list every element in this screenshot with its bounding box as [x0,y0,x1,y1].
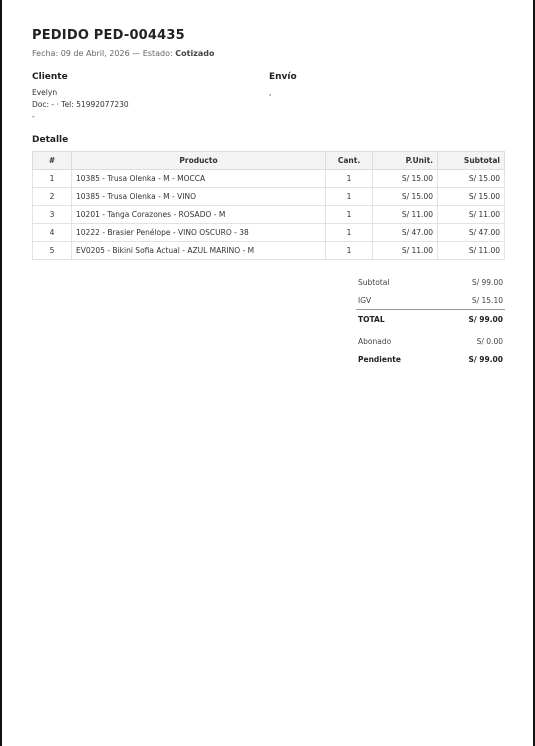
meta-separator: — [132,49,141,58]
row-product: 10222 - Brasier Penélope - VINO OSCURO - 38 [72,224,326,242]
totals-total-row [356,310,505,328]
row-number: 3 [33,206,72,224]
client-name: Evelyn [32,88,58,97]
row-unit-price: S/ 15.00 [373,170,438,188]
order-title: PEDIDO PED-004435 [32,28,185,43]
status-label: Estado: [142,49,173,58]
row-unit-price: S/ 15.00 [373,188,438,206]
row-unit-price: S/ 47.00 [373,224,438,242]
client-heading: Cliente [32,72,68,82]
pending-label: Pendiente [358,354,401,364]
row-product: 10385 - Trusa Olenka - M - VINO [72,188,326,206]
row-number: 4 [33,224,72,242]
row-quantity: 1 [326,188,373,206]
col-product: Producto [72,152,326,170]
table-header-row [33,152,505,170]
row-product: 10385 - Trusa Olenka - M - MOCCA [72,170,326,188]
row-number: 2 [33,188,72,206]
subtotal-label: Subtotal [358,277,390,287]
row-subtotal: S/ 47.00 [438,224,505,242]
table-row [33,224,505,242]
row-number: 1 [33,170,72,188]
row-subtotal: S/ 15.00 [438,188,505,206]
row-subtotal: S/ 11.00 [438,206,505,224]
row-subtotal: S/ 11.00 [438,242,505,260]
table-row [33,188,505,206]
row-quantity: 1 [326,224,373,242]
order-status: Cotizado [175,49,215,58]
row-product: EV0205 - Bikini Sofia Actual - AZUL MARINO - M [72,242,326,260]
client-extra: - [32,112,35,121]
order-meta [32,49,215,58]
shipping-line: , [269,88,272,97]
detail-heading: Detalle [32,135,69,145]
row-quantity: 1 [326,170,373,188]
client-doc: Doc: - · Tel: 51992077230 [32,100,129,109]
shipping-heading: Envío [269,72,297,82]
pending-value: S/ 99.00 [468,354,503,364]
paid-value: S/ 0.00 [476,336,503,346]
totals-paid-row [356,332,505,350]
col-unit-price: P.Unit. [373,152,438,170]
totals-igv-row [356,291,505,310]
igv-label: IGV [358,295,372,305]
row-unit-price: S/ 11.00 [373,242,438,260]
client-info [32,87,129,123]
order-date: 09 de Abril, 2026 [60,49,130,58]
date-label: Fecha: [32,49,59,58]
row-number: 5 [33,242,72,260]
total-label: TOTAL [358,314,385,324]
col-quantity: Cant. [326,152,373,170]
col-subtotal: Subtotal [438,152,505,170]
igv-value: S/ 15.10 [471,295,503,305]
row-unit-price: S/ 11.00 [373,206,438,224]
subtotal-value: S/ 99.00 [471,277,503,287]
row-subtotal: S/ 15.00 [438,170,505,188]
totals-pending-row [356,350,505,368]
table-row [33,242,505,260]
row-quantity: 1 [326,242,373,260]
row-quantity: 1 [326,206,373,224]
totals-subtotal-row [356,273,505,291]
row-product: 10201 - Tanga Corazones - ROSADO - M [72,206,326,224]
totals-block [356,273,505,368]
total-value: S/ 99.00 [468,314,503,324]
table-row [33,206,505,224]
table-row [33,170,505,188]
col-number: # [33,152,72,170]
paid-label: Abonado [358,336,392,346]
items-table [32,151,505,260]
